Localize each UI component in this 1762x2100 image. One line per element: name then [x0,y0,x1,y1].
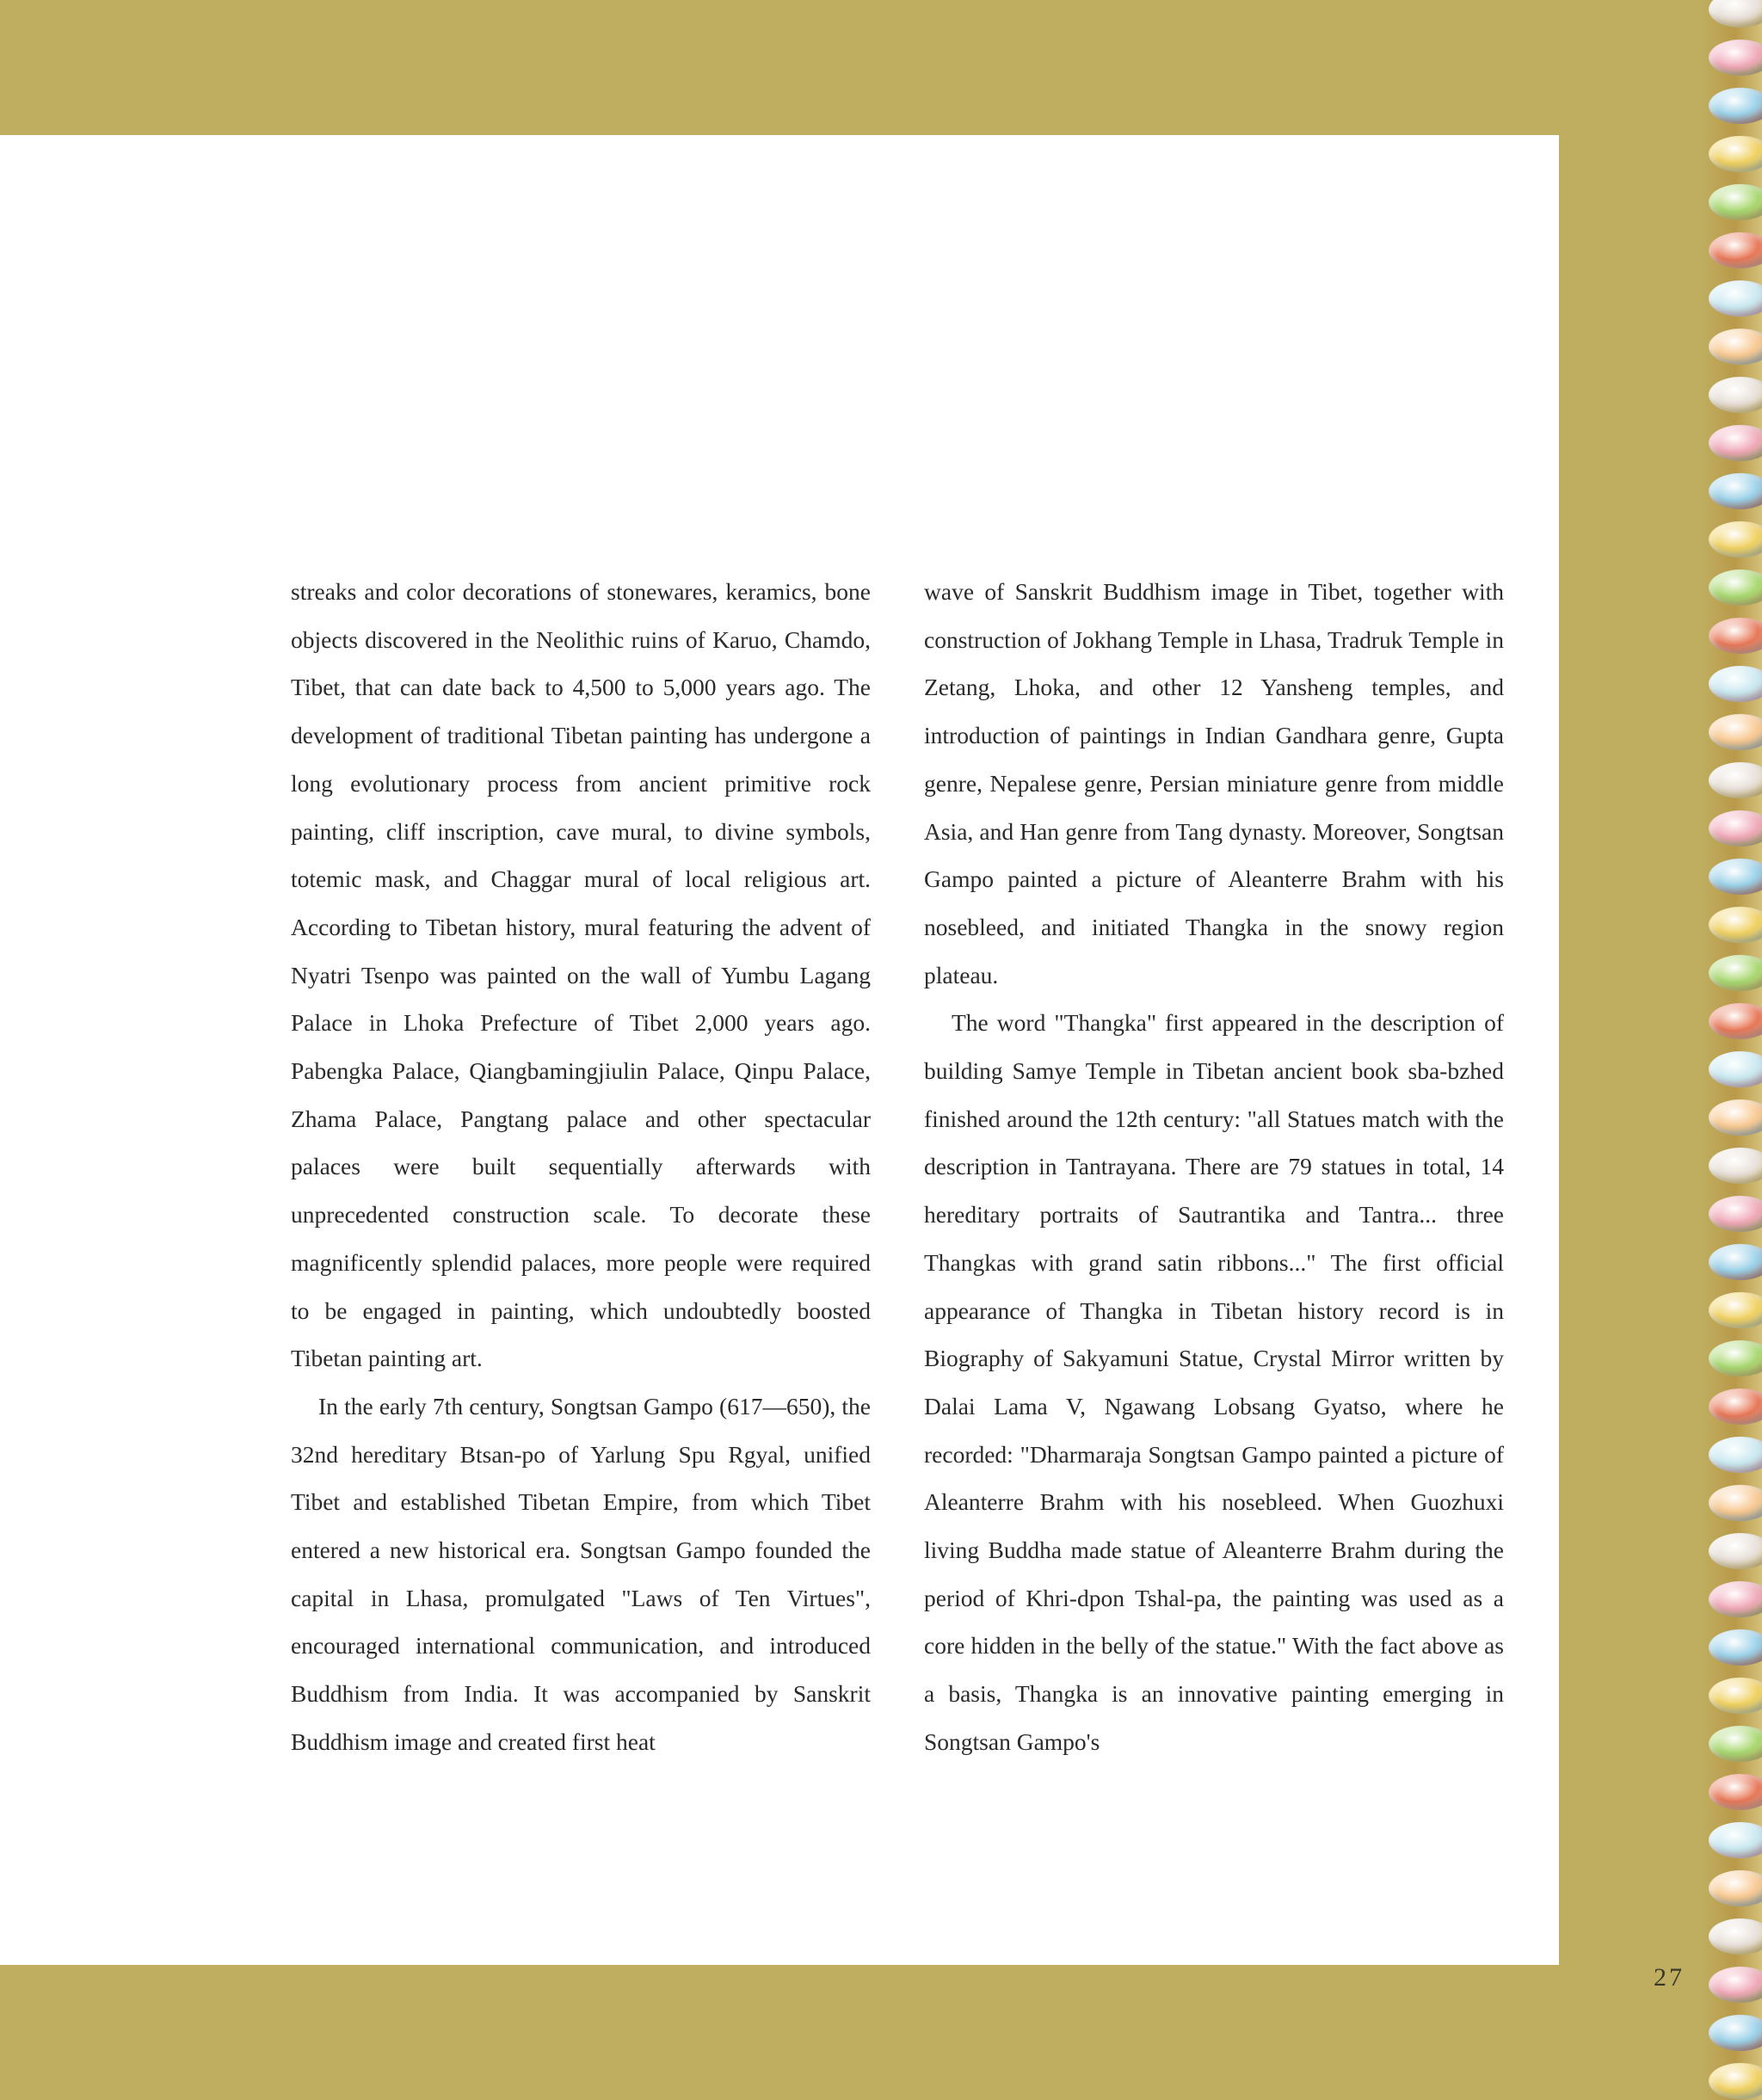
bead-icon [1709,473,1762,509]
bead-icon [1709,1389,1762,1425]
bead-icon [1709,666,1762,702]
bead-icon [1709,1581,1762,1617]
bead-icon [1709,1196,1762,1232]
bead-icon [1709,1003,1762,1039]
bead-icon [1709,955,1762,991]
bead-icon [1709,618,1762,654]
bead-icon [1709,570,1762,606]
bead-icon [1709,1967,1762,2003]
bead-icon [1709,1774,1762,1810]
left-paragraph-2: In the early 7th century, Songtsan Gampo (617—650), the 32nd hereditary Btsan-po of Yarlung Spu Rgyal, unified Tibet and established Tibetan Empire, from which Tibet entered a new historical era. Songtsan Gampo founded the capital in Lhasa, promulgated "Laws of Ten Virtues", encouraged international communication, and introduced Buddhism from India. It was accompanied by Sanskrit Buddhism image and created first heat [291,1392,871,1755]
right-text-column [924,568,1504,1766]
bead-icon [1709,1678,1762,1714]
bead-icon [1709,1099,1762,1136]
bead-icon [1709,1485,1762,1521]
bead-icon [1709,810,1762,847]
bead-icon [1709,88,1762,124]
bead-icon [1709,280,1762,317]
bead-icon [1709,2015,1762,2051]
bead-icon [1709,762,1762,798]
bead-icon [1709,1051,1762,1087]
bead-icon [1709,714,1762,750]
bead-icon [1709,521,1762,557]
bead-icon [1709,1533,1762,1569]
right-paragraph-2: The word "Thangka" first appeared in the description of building Samye Temple in Tibetan ancient book sba-bzhed finished around the 12th century: "all Statues match with the description in Tantrayana. There are 79 statues in total, 14 hereditary portraits of Sautrantika and Tantra... three Thangkas with grand satin ribbons..." The first official appearance of Thangka in Tibetan history record is in Biography of Sakyamuni Statue, Crystal Mirror written by Dalai Lama V, Ngawang Lobsang Gyatso, where he recorded: "Dharmaraja Songtsan Gampo painted a picture of Aleanterre Brahm with his nosebleed. When Guozhuxi living Buddha made statue of Aleanterre Brahm during the period of Khri-dpon Tshal-pa, the painting was used as a core hidden in the belly of the statue." With the fact above as a basis, Thangka is an innovative painting emerging in Songtsan Gampo's [924,1009,1504,1755]
bead-icon [1709,1726,1762,1762]
bead-icon [1709,1148,1762,1184]
left-paragraph-1: streaks and color decorations of stonewares, keramics, bone objects discovered in the Neolithic ruins of Karuo, Chamdo, Tibet, that can date back to 4,500 to 5,000 years ago. The development of traditional Tibetan painting has undergone a long evolutionary process from ancient primitive rock painting, cliff inscription, cave mural, to divine symbols, totemic mask, and Chaggar mural of local religious art. According to Tibetan history, mural featuring the advent of Nyatri Tsenpo was painted on the wall of Yumbu Lagang Palace in Lhoka Prefecture of Tibet 2,000 years ago. Pabengka Palace, Qiangbamingjiulin Palace, Qinpu Palace, Zhama Palace, Pangtang palace and other spectacular palaces were built sequentially afterwards with unprecedented construction scale. To decorate these magnificently splendid palaces, more people were required to be engaged in painting, which undoubtedly boosted Tibetan painting art. [291,578,871,1372]
decorative-bead-border [1702,0,1762,2100]
bead-icon [1709,136,1762,172]
bead-icon [1709,232,1762,268]
bead-icon [1709,2063,1762,2099]
left-text-column [291,568,871,1766]
bead-icon [1709,1244,1762,1280]
bead-icon [1709,425,1762,461]
bead-icon [1709,377,1762,413]
page-number: 27 [1654,1963,1685,1992]
bead-icon [1709,1340,1762,1376]
bead-icon [1709,907,1762,943]
bead-icon [1709,1918,1762,1955]
bead-icon [1709,1629,1762,1666]
bead-icon [1709,1437,1762,1473]
bead-icon [1709,1822,1762,1858]
right-paragraph-1: wave of Sanskrit Buddhism image in Tibet, together with construction of Jokhang Temple in Lhasa, Tradruk Temple in Zetang, Lhoka, and other 12 Yansheng temples, and introduction of paintings in Indian Gandhara genre, Gupta genre, Nepalese genre, Persian miniature genre from middle Asia, and Han genre from Tang dynasty. Moreover, Songtsan Gampo painted a picture of Aleanterre Brahm with his nosebleed, and initiated Thangka in the snowy region plateau. [924,578,1504,988]
bead-icon [1709,1292,1762,1328]
bead-icon [1709,859,1762,895]
bead-icon [1709,1870,1762,1906]
bead-icon [1709,329,1762,365]
bead-icon [1709,184,1762,220]
bead-icon [1709,0,1762,28]
bead-icon [1709,40,1762,76]
